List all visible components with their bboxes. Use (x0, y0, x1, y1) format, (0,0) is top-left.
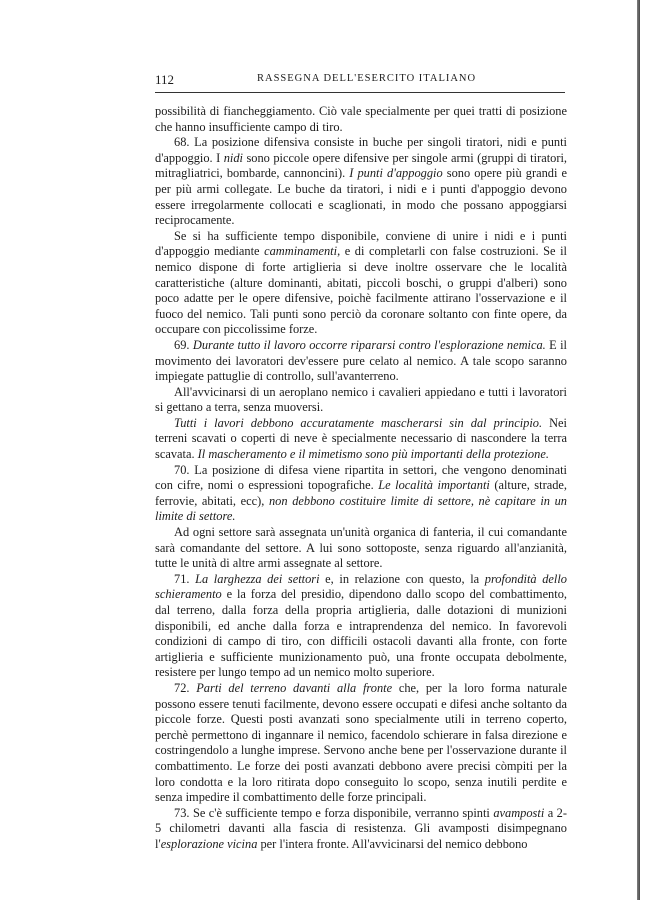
text-run: per l'intera fronte. All'avvicinarsi del nemico debbono (257, 836, 528, 851)
paragraph (155, 681, 567, 806)
text-run: sono opere più grandi e per più armi collegate. Le buche da tiratori, i nidi e i punti d'appoggio devono essere irregolarmente collocati e scaglionati, in modo che possano appoggiarsi reciprocamente. (155, 166, 567, 228)
body-text (155, 104, 567, 853)
italic-text: avamposti (493, 805, 545, 820)
text-run: a 2-5 chilometri davanti alla fascia di resistenza. Gli avamposti disimpegnano l' (155, 805, 567, 851)
text-run: possibilità di fiancheggiamento. Ciò vale specialmente per quei tratti di posizione che hanno insufficiente campo di tiro. (155, 104, 567, 134)
italic-text: non debbono costituire limite di settore, nè capitare in un limite di settore. (155, 493, 567, 524)
text-run: 70. La posizione di difesa viene ripartita in settori, che vengono denominati con cifre, nomi o espressioni topografiche. (155, 462, 567, 493)
text-run: sono piccole opere difensive per singole armi (gruppi di tiratori, mitragliatrici, bombarde, cannoncini). (155, 150, 567, 181)
text-run: (alture, strade, ferrovie, abitati, ecc), (155, 478, 567, 508)
header-rule (155, 92, 565, 93)
italic-text: nidi (223, 150, 243, 165)
paragraph (155, 338, 567, 385)
running-title: RASSEGNA DELL'ESERCITO ITALIANO (257, 73, 477, 84)
text-run: e la forza del presidio, dipendono dallo scopo del combattimento, dal terreno, dalla forza della propria artiglieria, dalle dotazioni di munizioni disponibili, ed anche dalla forza e intraprendenza del nemico. In favorevoli condizioni di campo di tiro, con difficili ostacoli davanti alla fronte, con forte artiglieria e sufficiente munizionamento può, una fronte occupata debolmente, resistere per lungo tempo ad un nemico molto superiore. (155, 587, 567, 680)
text-run: 68. La posizione difensiva consiste in buche per singoli tiratori, nidi e punti d'appoggio. I (155, 135, 567, 165)
italic-text: Durante tutto il lavoro occorre ripararsi contro l'esplorazione nemica. (192, 337, 546, 352)
text-run: 73. Se c'è sufficiente tempo e forza disponibile, verranno spinti (174, 805, 494, 820)
text-run: E il movimento dei lavoratori dev'essere pure celato al nemico. A tale scopo saranno impiegate pattuglie di controllo, sull'avanterreno. (155, 337, 567, 384)
paragraph (155, 806, 567, 853)
italic-text: I punti d'appoggio (349, 166, 443, 181)
italic-text: Le località importanti (378, 478, 490, 493)
text-run: 72. (174, 680, 197, 695)
italic-text: Tutti i lavori debbono accuratamente mascherarsi sin dal principio. (174, 415, 543, 430)
italic-text: profondità dello schieramento (155, 571, 567, 602)
text-run: che, per la loro forma naturale possono essere tenuti facilmente, devono essere occupati e difesi anche soltanto da piccole forze. Questi posti avanzati sono specialmente utili in terreno coperto, perchè permettono di ingannare il nemico, facendolo schierare in falsa direzione e costringendolo a lunghe imprese. Servono anche bene per l'osservazione durante il combattimento. Le forze dei posti avanzati debbono avere precisi còmpiti per la loro condotta e la loro ritirata dopo conseguito lo scopo, senza inutili perdite e senza impedire il combattimento delle forze principali. (155, 680, 568, 805)
paragraph (155, 416, 567, 463)
paragraph (155, 463, 567, 525)
text-run: Nei terreni scavati o coperti di neve è specialmente necessario di nascondere la terra scavata. (155, 415, 567, 462)
paragraph (155, 385, 567, 416)
paragraph (155, 525, 567, 572)
paragraph (155, 135, 567, 229)
page-edge-shadow (637, 0, 640, 900)
text-run: 71. (174, 571, 196, 586)
running-header (155, 72, 567, 90)
text-run: e, in relazione con questo, la (319, 571, 485, 586)
italic-text: Parti del terreno davanti alla fronte (196, 680, 393, 695)
paragraph (155, 229, 567, 338)
text-run: All'avvicinarsi di un aeroplano nemico i cavalieri appiedano e tutti i lavoratori si gettano a terra, senza muoversi. (155, 384, 567, 415)
italic-text: camminamenti (264, 244, 338, 259)
page-number: 112 (155, 72, 175, 87)
text-run: , e di completarli con false costruzioni. Se il nemico dispone di forte artiglieria si deve inoltre osservare che le località caratteristiche (alture dominanti, abitati, piccoli boschi, o gruppi d'alberi) sono poco adatte per le opere difensive, poichè facilmente attirano l'osservazione e il fuoco del nemico. Tali punti sono perciò da coronare soltanto con finte opere, da occupare con piccolissime forze. (155, 244, 567, 337)
text-run: Se si ha sufficiente tempo disponibile, conviene di unire i nidi e i punti d'appoggio mediante (155, 228, 567, 259)
italic-text: esplorazione vicina (160, 836, 258, 851)
paragraph (155, 572, 567, 681)
text-run: Ad ogni settore sarà assegnata un'unità organica di fanteria, il cui comandante sarà comandante del settore. A lui sono sottoposte, senza riguardo all'anzianità, tutte le unità di altre armi assegnate al settore. (155, 525, 567, 571)
text-run: 69. (174, 337, 193, 352)
italic-text: La larghezza dei settori (195, 571, 320, 586)
paragraph (155, 104, 567, 135)
italic-text: Il mascheramento e il mimetismo sono più importanti della protezione. (197, 447, 549, 462)
